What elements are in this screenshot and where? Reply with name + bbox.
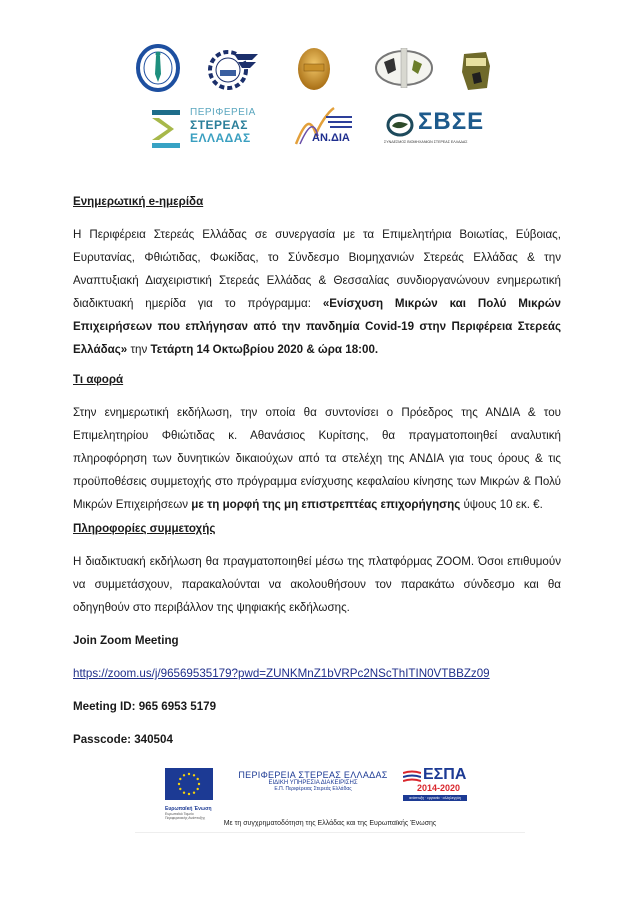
eu-sub: Ευρωπαϊκό Ταμείο Περιφερειακής Ανάπτυξης xyxy=(165,812,206,820)
perifereia-line-2: ΣΤΕΡΕΑΣ xyxy=(190,118,248,132)
chamber-boeotia-logo xyxy=(136,44,180,92)
section-participation xyxy=(73,517,561,619)
section-heading: Τι αφορά xyxy=(73,373,124,386)
region-sub-1: ΕΙΔΙΚΗ ΥΠΗΡΕΣΙΑ ΔΙΑΚΕΙΡΙΣΗΣ xyxy=(268,780,358,786)
perifereia-text xyxy=(190,106,256,145)
intro-paragraph xyxy=(73,223,561,361)
section-heading: Πληροφορίες συμμετοχής xyxy=(73,522,216,535)
intro-connector: την xyxy=(127,343,151,356)
grant-amount: ύψους 10 εκ. €. xyxy=(460,498,543,511)
region-sub-2: Ε.Π. Περιφέρειας Στερεάς Ελλάδας xyxy=(274,786,352,792)
zoom-info xyxy=(73,629,561,751)
espa-years: 2014-2020 xyxy=(417,783,461,793)
eu-flag-logo xyxy=(165,768,213,820)
section-ehmerida xyxy=(73,190,561,361)
chamber-fokida-logo xyxy=(460,48,492,92)
espa-waves-icon xyxy=(403,770,421,784)
sbse-logo xyxy=(384,108,484,152)
perifereia-sigma-icon xyxy=(148,108,184,150)
perifereia-line-1: ΠΕΡΙΦΕΡΕΙΑ xyxy=(190,107,256,118)
espa-tagline: ανάπτυξη · εργασία · αλληλεγγύη xyxy=(403,795,467,801)
grant-type: με τη μορφή της μη επιστρεπτέας επιχορήγησης xyxy=(191,498,461,511)
section-heading: Ενημερωτική e-ημερίδα xyxy=(73,195,204,208)
program-title: «Ενίσχυση Μικρών και Πολύ Μικρών Επιχειρήσεων που επλήγησαν από την πανδημία Covid-19 στην Περιφέρεια Στερεάς Ελλάδας» xyxy=(73,297,561,356)
funding-caption: Με τη συγχρηματοδότηση της Ελλάδας και της Ευρωπαϊκής Ένωσης xyxy=(223,820,437,827)
meeting-id: Meeting ID: 965 6953 5179 xyxy=(73,700,217,713)
andia-swoosh-icon xyxy=(290,104,356,152)
espa-title: ΕΣΠΑ xyxy=(423,766,467,783)
partner-logos-row-2 xyxy=(0,104,632,154)
region-title: ΠΕΡΙΦΕΡΕΙΑ ΣΤΕΡΕΑΣ ΕΛΛΑΔΑΣ xyxy=(238,770,388,780)
sbse-text: ΣΒΣΕ xyxy=(418,108,485,135)
andia-text: ΑΝ.ΔΙΑ xyxy=(312,132,350,144)
eu-flag-icon xyxy=(165,768,213,800)
passcode: Passcode: 340504 xyxy=(73,733,173,746)
intro-text: Η Περιφέρεια Στερεάς Ελλάδας σε συνεργασία με τα Επιμελητήρια Βοιωτίας, Εύβοιας, Ευρυτανίας, Φθιώτιδας, Φωκίδας, το Σύνδεσμο Βιομηχανιών Στερεάς Ελλάδας & την Αναπτυξιακή Διαχειριστική Στερεάς Ελλάδας & Θεσσαλίας συνδιοργανώνουν ενημερωτική διαδικτυακή ημερίδα για το πρόγραμμα: xyxy=(73,228,561,310)
details-text: Στην ενημερωτική εκδήλωση, την οποία θα συντονίσει ο Πρόεδρος της ΑΝΔΙΑ & του Επιμελητηρίου Φθιώτιδας κ. Αθανάσιος Κυρίτσης, θα πραγματοποιηθεί αναλυτική πληροφόρηση των δυνητικών δικαιούχων από τα στελέχη της ΑΝΔΙΑ για τους όρους & τις προϋποθέσεις συμμετοχής στο πρόγραμμα ενίσχυσης κεφαλαίου κίνησης των Μικρών & Πολύ Μικρών Επιχειρήσεων xyxy=(73,406,561,511)
perifereia-sterea-logo xyxy=(148,106,260,152)
funding-footer xyxy=(135,762,525,833)
zoom-meeting-link[interactable]: https://zoom.us/j/96569535179?pwd=ZUNKMnZ1bVRPc2NScThITIN0VTBBZz09 xyxy=(73,667,490,680)
chamber-fthiotida-logo xyxy=(374,48,434,88)
event-date-time: Τετάρτη 14 Οκτωβρίου 2020 & ώρα 18:00. xyxy=(150,343,379,356)
region-logo xyxy=(233,770,393,792)
chamber-evrytania-logo xyxy=(296,46,332,92)
zoom-title: Join Zoom Meeting xyxy=(73,634,179,647)
details-paragraph xyxy=(73,401,561,516)
perifereia-line-3: ΕΛΛΑΔΑΣ xyxy=(190,131,251,145)
sbse-emblem-icon xyxy=(386,112,414,138)
chamber-evia-logo xyxy=(208,46,260,94)
eu-label: Ευρωπαϊκή Ένωση xyxy=(165,806,212,812)
section-ti-afora xyxy=(73,368,561,516)
andia-logo xyxy=(290,104,356,152)
sbse-subtitle: ΣΥΝΔΕΣΜΟΣ ΒΙΟΜΗΧΑΝΙΩΝ ΣΤΕΡΕΑΣ ΕΛΛΑΔΑΣ xyxy=(384,140,468,144)
partner-logos-row-1 xyxy=(0,40,632,100)
participation-paragraph: Η διαδικτυακή εκδήλωση θα πραγματοποιηθεί μέσω της πλατφόρμας ZOOM. Όσοι επιθυμούν να συμμετάσχουν, παρακαλούνται να ακολουθήσουν τον παρακάτω σύνδεσμο και θα οδηγηθούν στο περιβάλλον της ψηφιακής εκδήλωσης. xyxy=(73,555,561,614)
